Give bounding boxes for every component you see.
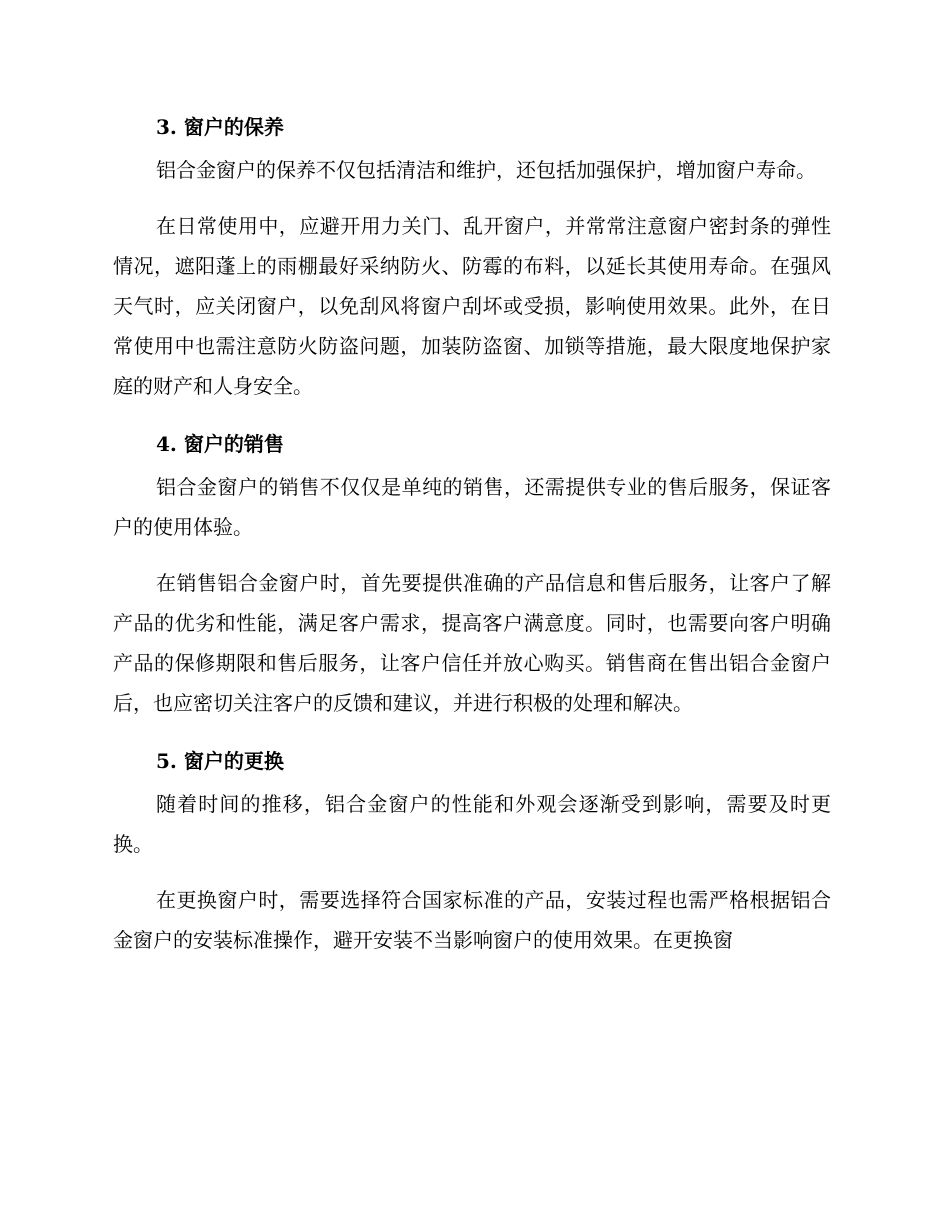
section-heading-sales: 4. 窗户的销售 <box>156 432 284 456</box>
section-paragraph: 在更换窗户时，需要选择符合国家标准的产品，安装过程也需严格根据铝合金窗户的安装标准操作，避开安装不当影响窗户的使用效果。在更换窗 <box>113 888 831 952</box>
document-body <box>113 105 831 976</box>
section-paragraph: 随着时间的推移，铝合金窗户的性能和外观会逐渐受到影响，需要及时更换。 <box>113 792 831 856</box>
section-heading-replacement: 5. 窗户的更换 <box>156 749 284 773</box>
section-paragraph: 在日常使用中，应避开用力关门、乱开窗户，并常常注意窗户密封条的弹性情况，遮阳蓬上的雨棚最好采纳防火、防霉的布料，以延长其使用寿命。在强风天气时，应关闭窗户，以免刮风将窗户刮坏或受损，影响使用效果。此外，在日常使用中也需注意防火防盗问题，加装防盗窗、加锁等措施，最大限度地保护家庭的财产和人身安全。 <box>113 214 831 398</box>
section-paragraph: 在销售铝合金窗户时，首先要提供准确的产品信息和售后服务，让客户了解产品的优劣和性能，满足客户需求，提高客户满意度。同时，也需要向客户明确产品的保修期限和售后服务，让客户信任并放心购买。销售商在售出铝合金窗户后，也应密切关注客户的反馈和建议，并进行积极的处理和解决。 <box>113 571 831 715</box>
section-heading-maintenance: 3. 窗户的保养 <box>156 115 284 139</box>
section-paragraph: 铝合金窗户的销售不仅仅是单纯的销售，还需提供专业的售后服务，保证客户的使用体验。 <box>113 475 831 539</box>
section-paragraph: 铝合金窗户的保养不仅包括清洁和维护，还包括加强保护，增加窗户寿命。 <box>156 158 816 182</box>
